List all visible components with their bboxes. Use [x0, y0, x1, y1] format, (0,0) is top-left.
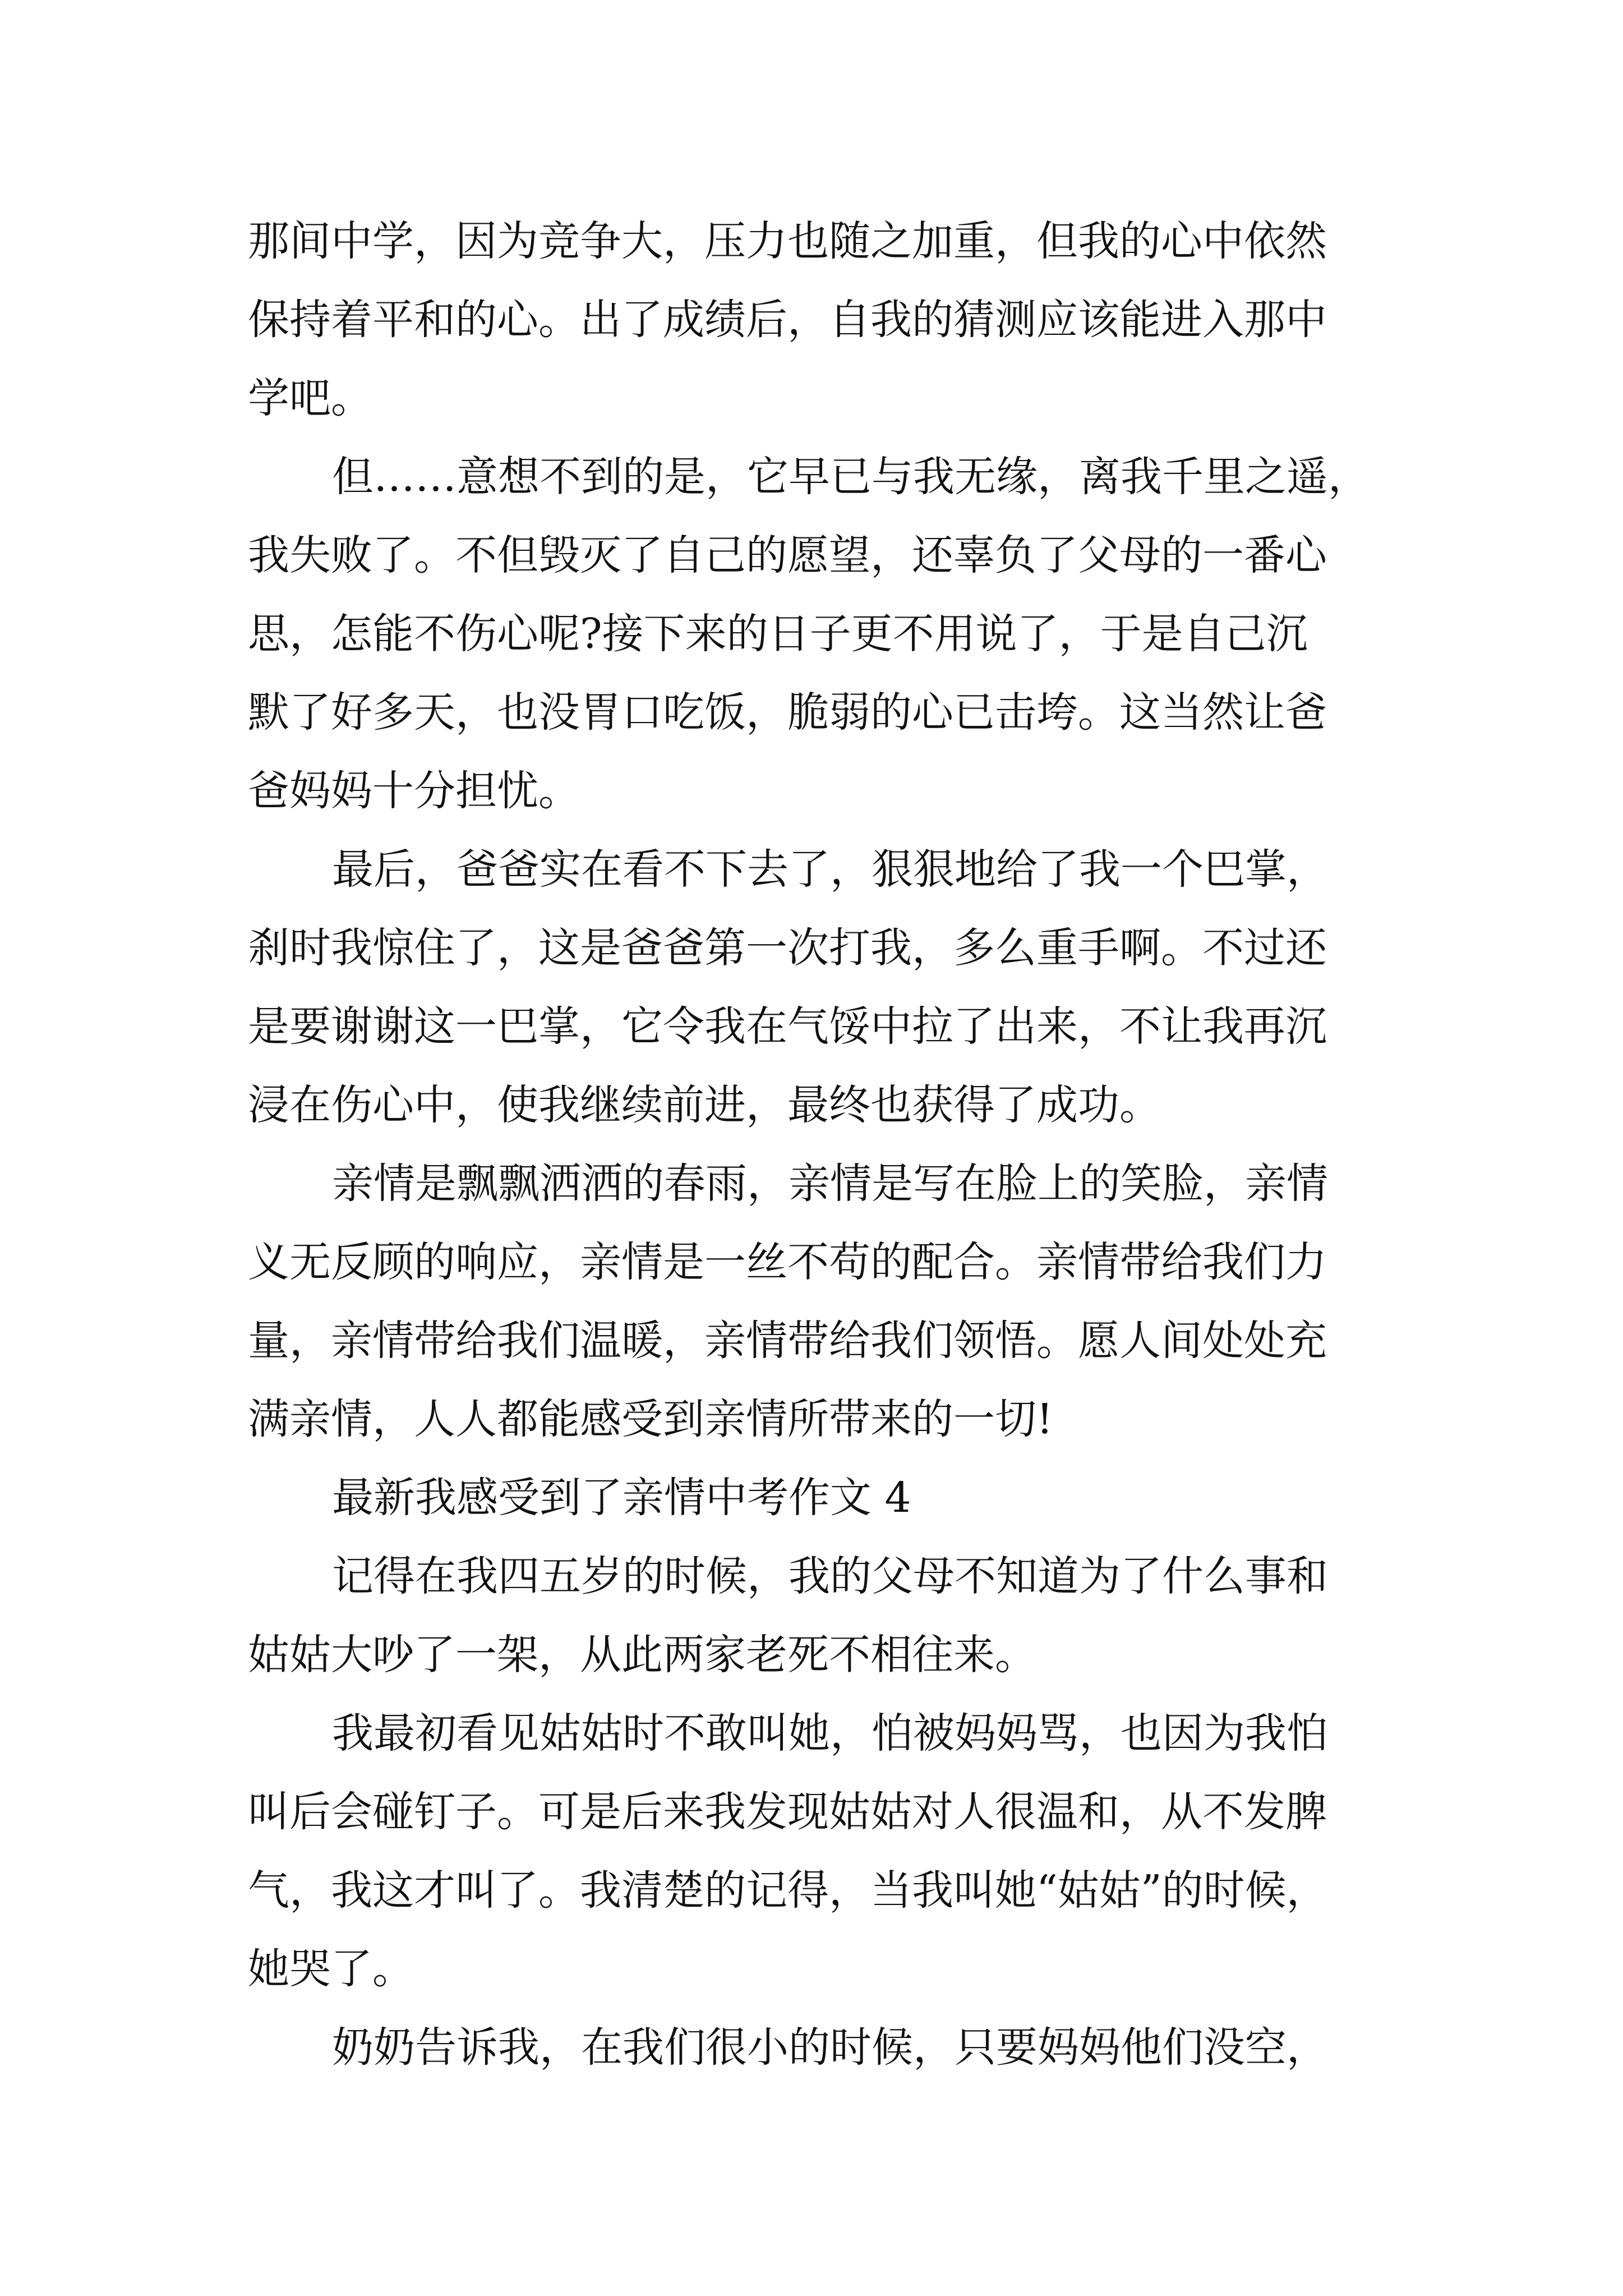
text-line: 她哭了。 — [248, 1945, 414, 1993]
text-line: 义无反顾的响应，亲情是一丝不苟的配合。亲情带给我们力 — [248, 1238, 1327, 1286]
text-line: 爸妈妈十分担忧。 — [248, 767, 580, 815]
paragraph-first-line: 亲情是飘飘洒洒的春雨，亲情是写在脸上的笑脸，亲情 — [332, 1159, 1328, 1208]
text-line: 满亲情，人人都能感受到亲情所带来的一切! — [248, 1395, 1053, 1443]
paragraph-first-line: 奶奶告诉我，在我们很小的时候，只要妈妈他们没空， — [332, 2023, 1328, 2072]
text-line: 量，亲情带给我们温暖，亲情带给我们领悟。愿人间处处充 — [248, 1317, 1327, 1365]
text-line: 思，怎能不伤心呢?接下来的日子更不用说了，于是自己沉 — [248, 610, 1308, 658]
text-line: 学吧。 — [248, 374, 372, 422]
text-line: 保持着平和的心。出了成绩后，自我的猜测应该能进入那中 — [248, 296, 1327, 344]
text-line: 是要谢谢这一巴掌，它令我在气馁中拉了出来，不让我再沉 — [248, 1002, 1327, 1051]
text-line: 刹时我惊住了，这是爸爸第一次打我，多么重手啊。不过还 — [248, 924, 1327, 972]
text-line: 我失败了。不但毁灭了自己的愿望，还辜负了父母的一番心 — [248, 531, 1327, 579]
text-line: 气，我这才叫了。我清楚的记得，当我叫她“姑姑”的时候， — [248, 1866, 1328, 1915]
paragraph-first-line: 记得在我四五岁的时候，我的父母不知道为了什么事和 — [332, 1552, 1328, 1600]
text-line: 叫后会碰钉子。可是后来我发现姑姑对人很温和，从不发脾 — [248, 1788, 1327, 1836]
text-line: 那间中学，因为竞争大，压力也随之加重，但我的心中依然 — [248, 217, 1327, 265]
section-heading: 最新我感受到了亲情中考作文 4 — [332, 1474, 911, 1522]
paragraph-first-line: 但……意想不到的是，它早已与我无缘，离我千里之遥， — [332, 453, 1370, 501]
paragraph-first-line: 我最初看见姑姑时不敢叫她，怕被妈妈骂，也因为我怕 — [332, 1709, 1328, 1757]
text-line: 浸在伤心中，使我继续前进，最终也获得了成功。 — [248, 1081, 1161, 1129]
text-line: 默了好多天，也没胃口吃饭，脆弱的心已击垮。这当然让爸 — [248, 688, 1327, 737]
text-line: 姑姑大吵了一架，从此两家老死不相往来。 — [248, 1631, 1036, 1679]
paragraph-first-line: 最后，爸爸实在看不下去了，狠狠地给了我一个巴掌， — [332, 845, 1328, 894]
